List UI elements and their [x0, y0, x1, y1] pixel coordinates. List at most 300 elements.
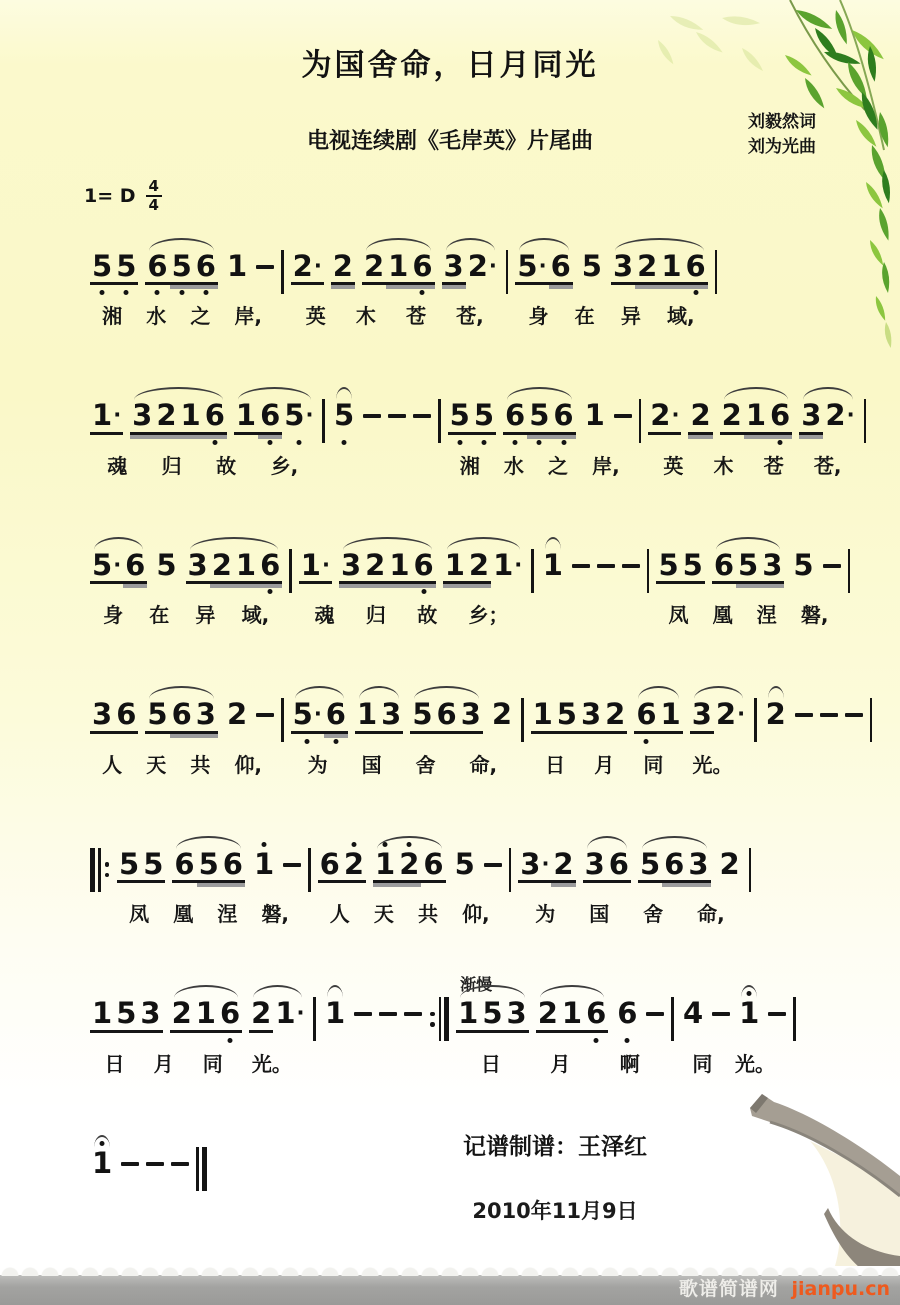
lyric-row — [518, 898, 741, 927]
slur-group — [712, 536, 785, 581]
dash-note — [256, 265, 274, 269]
barline-thin — [647, 549, 650, 593]
barline-thin — [639, 399, 642, 443]
note: 6 — [174, 846, 195, 881]
slur-group — [611, 237, 708, 282]
lyric-row — [90, 1197, 189, 1223]
subtitle-row — [0, 112, 900, 176]
note: 3 — [691, 697, 712, 732]
lyric-syllable: 舍 — [415, 752, 436, 777]
lyric-row — [541, 599, 640, 625]
notes-row — [448, 386, 632, 431]
lyric-syllable: 英 — [663, 453, 684, 478]
repeat-dot — [105, 862, 110, 867]
lyric-row — [90, 300, 274, 329]
note: 5 — [682, 547, 703, 582]
note: 5 — [116, 249, 137, 283]
composer-credit: 刘为光曲 — [748, 136, 816, 157]
lyric-syllable: 水 — [146, 304, 167, 329]
note: 1 — [195, 996, 216, 1031]
slur-group — [737, 984, 761, 1029]
note: 6 — [260, 398, 281, 433]
lyric-syllable: 苍 — [406, 304, 427, 329]
augmentation-dot: · — [305, 403, 314, 428]
barline-thin — [509, 848, 512, 892]
note-group — [453, 835, 477, 880]
note: 2· — [715, 697, 746, 732]
lyric-syllable: 月 — [153, 1051, 174, 1076]
note: 3 — [340, 547, 362, 582]
note-group — [90, 685, 138, 730]
note: 2 — [399, 846, 420, 881]
bar-thin — [715, 250, 718, 294]
score-line — [90, 237, 840, 329]
note: 1 — [92, 1145, 113, 1180]
note: 3 — [762, 547, 783, 582]
slur-group — [456, 984, 529, 1029]
bar-thin — [438, 399, 441, 443]
lyric-syllable: 月 — [594, 752, 615, 777]
barline-thin — [715, 250, 718, 294]
measure — [681, 984, 786, 1076]
note: 5· — [92, 547, 122, 582]
notes-row — [299, 536, 524, 581]
lyric-syllable: 涅 — [217, 902, 238, 927]
lyric-syllable: 日 — [545, 752, 566, 777]
bar-thin — [870, 698, 873, 742]
bar-thin — [864, 399, 867, 443]
note: 6 — [222, 846, 243, 881]
note-group — [656, 536, 704, 581]
lyric-syllable: 天 — [146, 752, 167, 777]
dash-note — [572, 564, 590, 568]
lyric-syllable: 在 — [149, 603, 170, 628]
lyric-syllable: 苍 — [763, 453, 784, 478]
note: 6 — [204, 398, 225, 433]
credits — [748, 110, 816, 159]
note: 5 — [556, 697, 577, 732]
note: 2 — [468, 547, 490, 582]
note: 6 — [617, 996, 638, 1031]
note: 5 — [639, 846, 661, 881]
note: 6 — [413, 547, 434, 582]
barline-final — [196, 1147, 207, 1191]
notes-row — [323, 984, 422, 1029]
note-group — [354, 984, 372, 1029]
note: 1 — [745, 398, 767, 433]
slur-group — [443, 536, 525, 581]
note: 6 — [664, 846, 685, 881]
lyric-row — [681, 1048, 786, 1077]
measure — [518, 835, 741, 927]
repeat-dots — [104, 848, 111, 892]
bar-thin — [313, 997, 316, 1041]
augmentation-dot: · — [514, 552, 523, 577]
barline-thin — [322, 399, 325, 443]
barline-thin — [506, 250, 509, 294]
note: 2 — [365, 547, 386, 582]
note: 1 — [739, 996, 760, 1031]
note: 1 — [660, 697, 681, 732]
note: 5 — [482, 996, 503, 1031]
note: 2 — [637, 249, 658, 283]
augmentation-dot: · — [113, 552, 122, 577]
lyric-syllable: 英 — [305, 304, 326, 329]
time-numerator: 4 — [146, 178, 162, 197]
note-group — [90, 984, 163, 1029]
slur-group — [170, 984, 243, 1029]
notes-row — [656, 536, 840, 581]
dash-note — [484, 863, 502, 867]
note: 6 — [147, 249, 168, 283]
note-group — [379, 984, 397, 1029]
note-group — [795, 685, 813, 730]
note: 2 — [211, 547, 232, 582]
note: 6 — [412, 249, 433, 283]
barline-thin — [438, 399, 441, 443]
note: 3 — [506, 996, 527, 1031]
note: 3 — [584, 846, 605, 881]
augmentation-dot: · — [541, 851, 550, 876]
song-subtitle: 电视连续剧《毛岸英》片尾曲 — [306, 129, 593, 154]
note-group — [681, 984, 705, 1029]
lyric-syllable: 湘 — [102, 304, 123, 329]
note: 5 — [92, 249, 113, 283]
notes-row — [90, 536, 282, 581]
measure — [515, 237, 707, 329]
note: 1· — [493, 547, 523, 582]
notes-row — [681, 984, 786, 1029]
note: 3· — [520, 846, 550, 881]
note: 6 — [550, 249, 571, 283]
note: 1 — [226, 249, 248, 283]
barline-thin — [521, 698, 524, 742]
note: 5 — [658, 547, 679, 582]
note: 6 — [505, 398, 526, 433]
slur-group — [234, 386, 316, 431]
dash-note — [712, 1012, 730, 1016]
bar-thin — [639, 399, 642, 443]
note: 1 — [92, 996, 113, 1031]
measure — [656, 536, 840, 628]
key-time-signature — [84, 178, 900, 213]
measure — [117, 835, 301, 927]
note: 5 — [147, 697, 168, 732]
notes-row — [90, 386, 315, 431]
lyric-row — [318, 898, 502, 927]
note: 3 — [612, 249, 634, 283]
lyric-syllable: 在 — [574, 304, 595, 329]
song-title: 为国舍命，日月同光 — [301, 48, 599, 83]
note: 2 — [605, 697, 626, 732]
measure — [90, 685, 274, 777]
notes-row — [456, 984, 664, 1029]
lyric-syllable: 异 — [620, 304, 641, 329]
lyric-syllable: 归 — [161, 453, 182, 478]
transcriber-credit: 记谱制谱：王泽红 — [463, 1134, 647, 1160]
lyric-row — [291, 749, 514, 778]
note: 5 — [156, 547, 177, 582]
repeat-dots — [429, 997, 436, 1041]
note-group — [688, 386, 712, 431]
lyric-syllable: 凤 — [129, 902, 150, 927]
note-group — [823, 536, 841, 581]
score-line — [90, 386, 855, 478]
note: 1 — [356, 697, 378, 732]
note: 2 — [690, 398, 711, 433]
lyric-syllable: 国 — [589, 902, 610, 927]
note-group — [615, 984, 639, 1029]
dash-note — [820, 713, 838, 717]
bar-thin — [509, 848, 512, 892]
dash-note — [795, 713, 813, 717]
dash-note — [388, 414, 406, 418]
score-line — [90, 536, 840, 628]
slur-group — [515, 237, 572, 282]
note: 6 — [325, 697, 346, 732]
lyric-row — [90, 749, 274, 778]
lyric-row — [90, 599, 282, 628]
note-group — [299, 536, 332, 581]
note: 5· — [284, 398, 314, 433]
slur-group — [764, 685, 788, 730]
note: 2· — [825, 398, 855, 433]
note-group — [484, 835, 502, 880]
notes-row — [90, 685, 274, 730]
notes-row — [515, 237, 707, 282]
note: 1 — [253, 846, 275, 881]
lyric-syllable: 命, — [469, 752, 498, 777]
lyric-syllable: 仰, — [234, 752, 263, 777]
lyric-syllable: 域, — [667, 304, 695, 329]
note: 3 — [195, 697, 216, 732]
lyric-row — [90, 1048, 306, 1077]
note: 1· — [300, 547, 330, 582]
note: 2 — [721, 398, 742, 433]
note: 6 — [713, 547, 735, 582]
dash-note — [354, 1012, 372, 1016]
lyric-syllable: 故 — [216, 453, 237, 478]
note: 2 — [226, 697, 248, 732]
slur-group — [291, 685, 348, 730]
augmentation-dot: · — [313, 254, 322, 278]
measure — [531, 685, 747, 777]
lyric-syllable: 湘 — [459, 453, 480, 478]
measure — [541, 536, 640, 625]
lyric-syllable: 异 — [195, 603, 216, 628]
bar-thin — [322, 399, 325, 443]
slur-group — [634, 685, 682, 730]
notes-row — [90, 1134, 189, 1179]
lyric-syllable: 日 — [104, 1051, 125, 1076]
measure — [90, 237, 274, 329]
note: 1 — [561, 996, 583, 1031]
score — [0, 237, 900, 1223]
note-group — [154, 536, 178, 581]
lyric-syllable: 故 — [417, 603, 438, 628]
note: 1 — [584, 398, 605, 433]
lyric-syllable: 凤 — [668, 603, 689, 628]
lyric-syllable: 命, — [697, 902, 725, 927]
note: 5 — [119, 846, 140, 881]
note: 2 — [765, 697, 786, 732]
note: 5 — [116, 996, 137, 1031]
note: 3 — [187, 547, 208, 582]
lyric-row — [456, 1048, 664, 1077]
slur-group — [172, 835, 245, 880]
bar-thin — [848, 549, 851, 593]
notes-row — [648, 386, 856, 431]
augmentation-dot: · — [313, 702, 322, 727]
bar-thin — [647, 549, 650, 593]
measure — [648, 386, 856, 478]
bar-thin — [439, 997, 442, 1041]
barline-thin — [289, 549, 292, 593]
note-group — [583, 386, 607, 431]
note: 6 — [171, 697, 192, 732]
notes-row — [531, 685, 747, 730]
note: 2 — [363, 249, 385, 283]
note: 2 — [251, 996, 272, 1031]
lyric-syllable: 光。 — [251, 1051, 292, 1076]
bar-thin — [521, 698, 524, 742]
slur-group — [332, 386, 356, 431]
note: 5 — [529, 398, 550, 433]
augmentation-dot: · — [737, 702, 746, 727]
note: 5 — [171, 249, 192, 283]
measure — [299, 536, 524, 628]
lyric-syllable: 之 — [190, 304, 211, 329]
bar-thin — [281, 250, 284, 294]
augmentation-dot: · — [113, 403, 122, 428]
note-group — [580, 237, 604, 282]
dash-note — [404, 1012, 422, 1016]
dash-note — [646, 1012, 664, 1016]
notes-row — [332, 386, 431, 431]
note: 6 — [436, 697, 457, 732]
lyric-syllable: 魂 — [107, 453, 128, 478]
lyric-syllable: 为 — [307, 752, 328, 777]
bar-thin — [308, 848, 311, 892]
slur-group — [145, 685, 218, 730]
bar-thin — [281, 698, 284, 742]
note: 2 — [156, 398, 177, 433]
lyric-syllable: 水 — [503, 453, 524, 478]
note-group — [518, 835, 575, 880]
note-group — [712, 984, 730, 1029]
lyric-syllable: 乡； — [468, 603, 509, 628]
note-group — [256, 685, 274, 730]
note: 6 — [586, 996, 607, 1031]
note: 6 — [636, 697, 657, 732]
note-group — [597, 536, 615, 581]
lyric-syllable: 国 — [361, 752, 382, 777]
augmentation-dot: · — [296, 1001, 305, 1026]
note-group — [283, 835, 301, 880]
lyric-syllable: 为 — [535, 902, 556, 927]
note: 5 — [198, 846, 219, 881]
lyric-row — [332, 450, 431, 476]
note: 2 — [719, 846, 740, 881]
note: 5· — [517, 249, 547, 283]
lyric-syllable: 啊 — [619, 1051, 640, 1076]
note: 5 — [738, 547, 759, 582]
lyric-syllable: 苍, — [813, 453, 842, 478]
note: 2· — [292, 249, 322, 283]
lyric-syllable: 同 — [202, 1051, 223, 1076]
dash-note — [413, 414, 431, 418]
measure — [318, 835, 502, 927]
repeat-dot — [430, 1022, 435, 1027]
measure — [291, 685, 514, 777]
note: 5 — [793, 547, 814, 582]
lyric-syllable: 月 — [550, 1051, 571, 1076]
barline-thin — [848, 549, 851, 593]
note-group — [291, 237, 324, 282]
slur-group — [249, 984, 306, 1029]
lyric-row — [323, 1048, 422, 1074]
barline-thin — [308, 848, 311, 892]
note: 3 — [381, 697, 402, 732]
slur-group — [583, 835, 631, 880]
note-group — [648, 386, 681, 431]
lyric-syllable: 岸, — [592, 453, 620, 478]
note: 1 — [235, 398, 257, 433]
time-signature — [146, 178, 162, 213]
tempo-mark: 渐慢 — [460, 975, 493, 995]
lyric-syllable: 光。 — [735, 1051, 776, 1076]
slur-group — [638, 835, 711, 880]
note-group — [363, 386, 381, 431]
notes-row — [291, 685, 514, 730]
lyric-syllable: 人 — [102, 752, 123, 777]
lyric-row — [299, 599, 524, 628]
barline-rstart — [90, 848, 110, 892]
note-group — [252, 835, 276, 880]
barline-thin — [313, 997, 316, 1041]
bar-thick — [90, 848, 95, 892]
note: 6 — [423, 846, 444, 881]
barline-thin — [671, 997, 674, 1041]
note-group — [256, 237, 274, 282]
lyric-row — [515, 300, 707, 329]
watermark-url-link[interactable]: jianpu.cn — [791, 1278, 890, 1300]
barline-thin — [531, 549, 534, 593]
lyric-syllable: 天 — [373, 902, 394, 927]
bar-thin — [531, 549, 534, 593]
note: 2· — [650, 398, 680, 433]
slur-group — [373, 835, 446, 880]
measure — [90, 386, 315, 478]
dash-note — [823, 564, 841, 568]
lyric-syllable: 之 — [547, 453, 568, 478]
note-group — [171, 1134, 189, 1179]
lyric-syllable: 身 — [528, 304, 549, 329]
slur-group — [536, 984, 609, 1029]
slur-group — [541, 536, 565, 581]
note-group — [820, 685, 838, 730]
note: 1 — [458, 996, 479, 1031]
barline-thin — [281, 250, 284, 294]
note: 6 — [319, 846, 340, 881]
note-group — [448, 386, 496, 431]
slur-group — [339, 536, 436, 581]
note: 3 — [801, 398, 822, 433]
lyric-syllable: 凰 — [712, 603, 733, 628]
notes-row — [90, 984, 306, 1029]
note: 6 — [770, 398, 791, 433]
note-group — [768, 984, 786, 1029]
